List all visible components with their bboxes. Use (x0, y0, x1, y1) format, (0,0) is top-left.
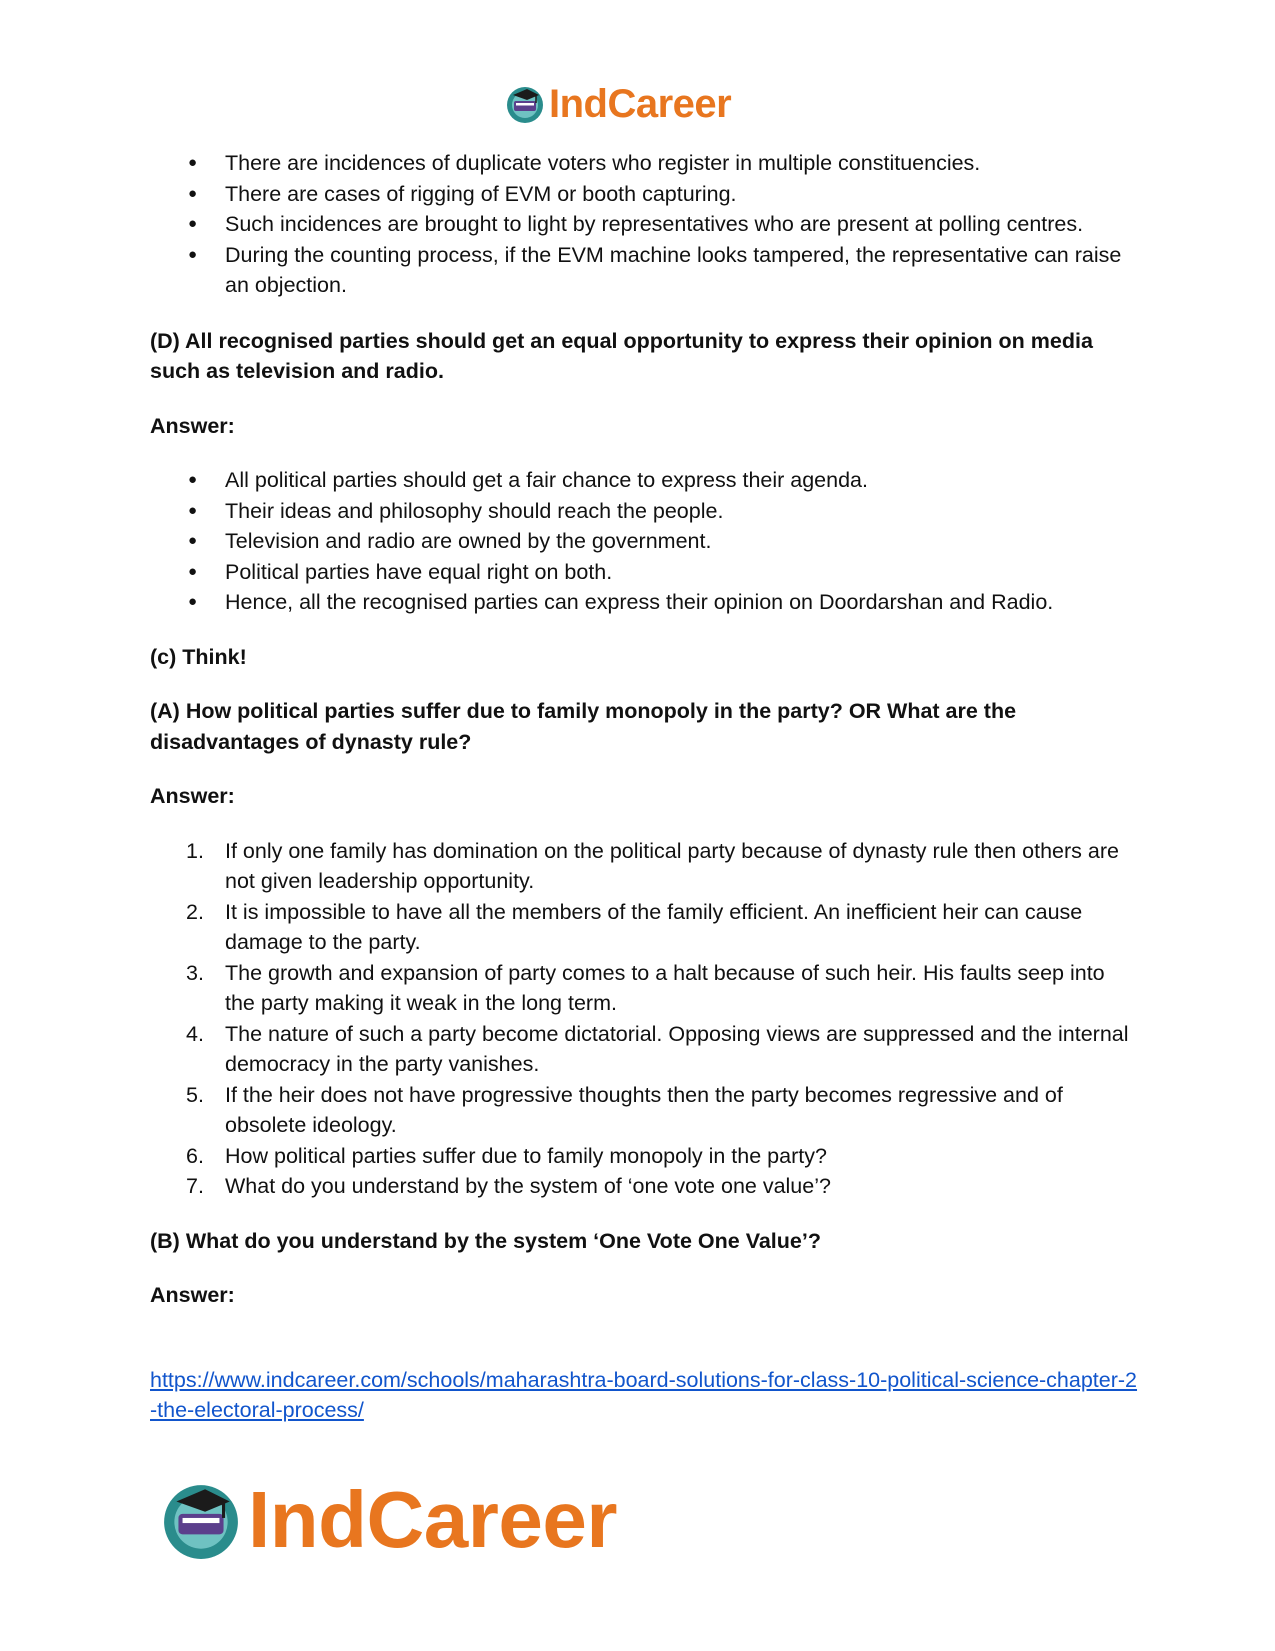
question-d: (D) All recognised parties should get an equal opportunity to express their opinion on media such as television and radio. (150, 328, 1093, 383)
list-item-text: If only one family has domination on the political party because of dynasty rule then others are not given leadership opportunity. (225, 838, 1119, 893)
indcareer-logo-icon (505, 84, 545, 124)
list-item (150, 1141, 1140, 1172)
list-item-text: What do you understand by the system of ‘one vote one value’? (225, 1174, 831, 1198)
answer-label: Answer: (150, 784, 235, 808)
section-heading-c: (c) Think! (150, 644, 247, 669)
answer-label: Answer: (150, 413, 235, 438)
footer-logo-text: IndCareer (248, 1475, 617, 1564)
list-number: 7. (186, 1174, 204, 1198)
question-a: (A) How political parties suffer due to family monopoly in the party? OR What are the disadvantages of dynasty rule? (150, 699, 1017, 754)
list-item (150, 897, 1140, 958)
list-number: 3. (186, 960, 204, 985)
footer-logo (160, 1475, 617, 1565)
list-item: ● During the counting process, if the EVM machine looks tampered, the representative can raise an objection. (150, 240, 1140, 301)
list-item: ● All political parties should get a fair chance to express their agenda. (150, 465, 1140, 496)
list-item: ● Television and radio are owned by the government. (150, 526, 1140, 557)
list-item: ● Political parties have equal right on both. (150, 557, 1140, 588)
bullet-list-d (150, 465, 1140, 618)
numbered-list-a (150, 836, 1140, 1202)
list-number: 2. (186, 899, 204, 924)
list-item-text: If the heir does not have progressive thoughts then the party becomes regressive and of obsolete ideology. (225, 1082, 1063, 1137)
list-item (150, 1080, 1140, 1141)
list-item: ● There are cases of rigging of EVM or booth capturing. (150, 179, 1140, 210)
list-item (150, 958, 1140, 1019)
list-item: ● Such incidences are brought to light by representatives who are present at polling centres. (150, 209, 1140, 240)
bullet-list-top (150, 148, 1140, 301)
list-item-text: The growth and expansion of party comes to a halt because of such heir. His faults seep into the party making it weak in the long term. (225, 960, 1105, 1015)
list-item (150, 1019, 1140, 1080)
list-item (150, 1171, 1140, 1202)
answer-label: Answer: (150, 1283, 235, 1307)
list-item-text: How political parties suffer due to family monopoly in the party? (225, 1143, 827, 1168)
document-body (150, 148, 1140, 1426)
question-b: (B) What do you understand by the system ‘One Vote One Value’? (150, 1228, 821, 1253)
list-item: ● There are incidences of duplicate voters who register in multiple constituencies. (150, 148, 1140, 179)
list-item: ● Their ideas and philosophy should reach the people. (150, 496, 1140, 527)
list-number: 4. (186, 1021, 204, 1046)
list-number: 1. (186, 838, 204, 863)
header-logo (505, 82, 731, 126)
list-item (150, 836, 1140, 897)
list-item-text: It is impossible to have all the members of the family efficient. An inefficient heir can cause damage to the party. (225, 899, 1083, 954)
source-link[interactable]: https://www.indcareer.com/schools/maharashtra-board-solutions-for-class-10-political-science-chapter-2-the-electoral-process/ (150, 1367, 1138, 1422)
list-number: 5. (186, 1082, 204, 1107)
indcareer-logo-icon (160, 1479, 242, 1561)
list-item-text: The nature of such a party become dictatorial. Opposing views are suppressed and the internal democracy in the party vanishes. (225, 1021, 1129, 1076)
list-item: ● Hence, all the recognised parties can express their opinion on Doordarshan and Radio. (150, 587, 1140, 618)
list-number: 6. (186, 1143, 204, 1168)
header-logo-text: IndCareer (549, 82, 732, 126)
